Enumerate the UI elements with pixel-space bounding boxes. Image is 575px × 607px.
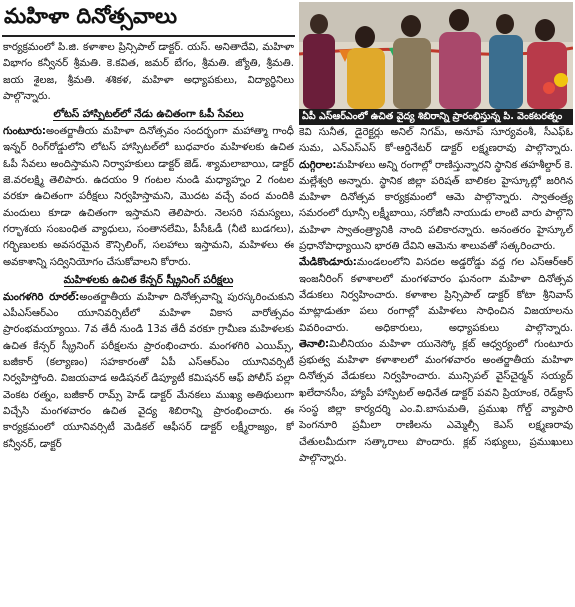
headline-rule bbox=[2, 35, 295, 37]
dateline-duggirala: దుగ్గిరాల: bbox=[299, 159, 337, 171]
duggirala-paragraph bbox=[299, 125, 573, 255]
tenali-body: మిలీనియం మహిళా యునెస్కో క్లబ్ ఆధ్వర్యంలో గుంటూరు ప్రభుత్వ మహిళా కళాశాలలో మంగళవారం అంతర్జాతీయ మహిళా దినోత్సవ వేడుకలు నిర్వహించారు. మున్సిపల్ వైస్‌చైర్మన్ సయ్యద్ ఖలేదానసీం, హ్యాపీ హాస్పిటల్ అధినేత డాక్టర్ పవని ప్రియాంక, రెడ్‌క్రాస్ సంస్థ జిల్లా కార్యదర్శి ఎం.వి.బాసుమతి, ప్రముఖ గోల్డ్ వ్యాపారి పెంగనూరి ప్రమీలా రాణిలను ఎమ్మెల్సీ కెఎస్ లక్ష్మణరావు చేతులమీదుగా సత్కారాలు పొందారు. క్లబ్ సభ్యులు, ప్రముఖులు పాల్గొన్నారు. bbox=[299, 338, 573, 464]
dateline-medikonduru: మేడికొండూరు: bbox=[299, 257, 357, 269]
medikonduru-body: మండలంలోని విసదల అడ్డరోడ్డు వద్ద గల ఎస్ఆర్‌ఆర్ ఇంజనీరింగ్ కళాశాలలో మంగళవారం ఘనంగా మహిళా దినోత్సవ వేడుకలు నిర్వహించారు. కళాశాల ప్రిన్సిపాల్ డాక్టర్ కోటా శ్రీనివాస్ మాట్లాడుతూ పలు రంగాల్లో మహిళలు సాధించిన విజయాలను వివరించారు. అధికారులు, అధ్యాపకులు పాల్గొన్నారు. bbox=[299, 257, 573, 334]
lotus-paragraph bbox=[3, 124, 294, 271]
right-column bbox=[299, 125, 573, 607]
news-photo bbox=[299, 2, 573, 109]
cancer-paragraph bbox=[3, 290, 294, 453]
subheading-lotus-text: లోటస్ హాస్పిటల్‌లో నేడు ఉచితంగా ఓపీ సేవలు bbox=[53, 108, 244, 121]
intro-paragraph: కార్యక్రమంలో పి.జి. కళాశాల ప్రిన్సిపాల్ డాక్టర్. యస్. అనితాదేవి, మహిళా విభాగం కన్వీనర్ శ్రీమతి. కె.కవిత, జమర్ బేగం, శ్రీమతి. జ్యోతి, శ్రీమతి. జయ శైలజ, శ్రీమతి. శశికళ, మహిళా అధ్యాపకులు, విద్యార్థినిలు పాల్గొన్నారు. bbox=[3, 42, 294, 102]
duggirala-body: మహిళలు అన్ని రంగాల్లో రాణిస్తున్నారని స్థానిక తహశీల్దార్ కె. మల్లేశ్వరి అన్నారు. స్థానిక జిల్లా పరిషత్ బాలికల హైస్కూల్లో జరిగిన మహిళా దినోత్సవ కార్యక్రమంలో ఆమె పాల్గొన్నారు. స్వాతంత్ర్య సమరంలో ఝాన్సీ లక్ష్మీబాయి, సరోజినీ నాయుడు లాంటి వారు పాల్గొని మహిళా స్వాతంత్ర్యానికి నాంది పలికారన్నారు. అనంతరం హైస్కూల్ ప్రధానోపాధ్యాయిని భారతి దేవిని ఆమెను శాలువతో సత్కరించారు. bbox=[299, 159, 573, 253]
subheading-lotus-hospital bbox=[3, 107, 294, 122]
left-column bbox=[3, 40, 294, 607]
dateline-mangalagiri: మంగళగిరి రూరల్: bbox=[3, 291, 80, 303]
photo-illustration bbox=[299, 2, 573, 109]
subheading-cancer-screening bbox=[3, 273, 294, 288]
headline: మహిళా దినోత్సవాలు bbox=[4, 4, 178, 28]
cancer-body: అంతర్జాతీయ మహిళా దినోత్సవాన్ని పురస్కరించుకుని ఎపీఎస్ఆర్ఎం యూనివర్సిటీలో మహిళా వికాస వారోత్సవం ప్రారంభమయ్యాయి. 7వ తేదీ నుండి 13వ తేదీ వరకూ గ్రామీణ మహిళలకు ఉచిత కేన్సర్ స్క్రీనింగ్ పరీక్షలను ప్రారంభించారు. మంగళగిరి ఎయిమ్స్, బజీకార్ (కల్యాణం) సహకారంతో ఏపీ ఎస్ఆర్ఎం యూనివర్సిటీ నిర్వహిస్తోంది. విజయవాడ అడిషనల్ డిప్యూటీ కమిషనర్ ఆఫ్ పోలీస్ పల్లా వెంకట రత్నం, బజీకార్ రామ్స్ హెడ్ డాక్టర్ మేనకలు ముఖ్య అతిథులుగా విచ్చేసి మంగళవారం ఉచిత వైద్య శిబిరాన్ని ప్రారంభించారు. ఈ కార్యక్రమంలో యూనివర్సిటీ మెడికల్ ఆఫీసర్ డాక్టర్ లక్ష్మీరాజ్యం, కో కన్వీనర్, డాక్టర్ bbox=[3, 291, 294, 450]
photo-caption: ఏపీ ఎస్ఆర్ఎంలో ఉచిత వైద్య శిబిరాన్ని ప్రారంభిస్తున్న పి. వెంకటరత్నం bbox=[299, 109, 573, 125]
medikonduru-paragraph bbox=[299, 255, 573, 467]
lotus-body: అంతర్జాతీయ మహిళా దినోత్సవం సందర్భంగా మహాత్మా గాంధీ ఇన్నర్ రింగ్‌రోడ్డులోని లోటస్ హాస్పిటల్‌లో బుధవారం మహిళలకు ఉచిత ఓపీ సేవలు అందిస్తామని నిర్వాహకులు డాక్టర్ జెడ్. శ్యామలాబాయి, డాక్టర్ జె.వరలక్ష్మి తెలిపారు. ఉదయం 9 గంటల నుండి మధ్యాహ్నం 2 గంటల వరకూ ఉచితంగా పరీక్షలు నిర్వహిస్తామని, మొదట వచ్చే వంద మందికి మందులు కూడా ఉచితంగా ఇస్తామని తెలిపారు. నెలసరి సమస్యలు, గర్భాశయ సంబంధిత వ్యాధులు, సంతానలేమి, పీసీఓడీ (నీటి బుడగలు), గర్భిణులకు అవసరమైన కౌన్సిలింగ్, సలహాలు ఇస్తామని, మహిళలు ఈ అవకాశాన్ని సద్వినియోగం చేసుకోవాలని కోరారు. bbox=[3, 126, 294, 268]
srm-continued-body: కెవి సునీత, డైరెక్టర్లు అనిల్ నిగమ్, అనూప్ సూర్యవంశీ, సీఎఫ్ఓ సుమ, ఎన్ఎస్ఎస్ కో-ఆర్డినేటర్ డాక్టర్ లక్ష్మణరావు పాల్గొన్నారు. bbox=[299, 127, 573, 155]
subheading-cancer-text: మహిళలకు ఉచిత కేన్సర్ స్క్రీనింగ్ పరీక్షలు bbox=[63, 273, 234, 286]
dateline-tenali: తెనాలి: bbox=[299, 338, 330, 350]
dateline-guntur: గుంటూరు: bbox=[3, 126, 46, 138]
